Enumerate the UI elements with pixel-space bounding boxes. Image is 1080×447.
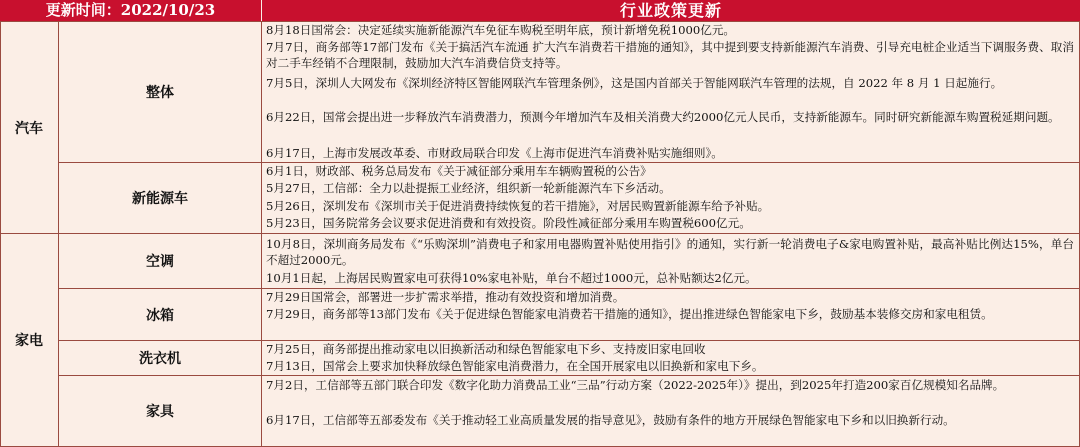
policy-item: 7月29日，商务部等13部门发布《关于促进绿色智能家电消费若干措施的通知》，提出推进绿色智能家电下乡，鼓励基本装修交房和家电租赁。 bbox=[266, 307, 993, 321]
policy-item: 6月17日，上海市发展改革委、市财政局联合印发《上海市促进汽车消费补贴实施细则》。 bbox=[266, 146, 723, 160]
column-divider bbox=[261, 21, 262, 447]
subcategory-cell-refrigerator: 冰箱 bbox=[146, 307, 174, 324]
policy-item: 7月5日，深圳人大网发布《深圳经济特区智能网联汽车管理条例》，这是国内首部关于智能网联汽车管理的法规，自 2022 年 8 月 1 日起施行。 bbox=[266, 76, 1003, 90]
policy-item: 5月26日，深圳发布《深圳市关于促进消费持续恢复的若干措施》，对居民购置新能源车给予补贴。 bbox=[266, 199, 770, 213]
policy-item: 7月25日，商务部提出推动家电以旧换新活动和绿色智能家电下乡、支持废旧家电回收 bbox=[266, 342, 706, 356]
update-time-header: 更新时间：2022/10/23 bbox=[0, 0, 261, 21]
policy-item: 10月8日，深圳商务局发布《“乐购深圳”消费电子和家用电器购置补贴使用指引》的通知，实行新一轮消费电子&家电购置补贴，最高补贴比例达15%，单台不超过2000元。 bbox=[266, 237, 1074, 267]
policy-item: 8月18日国常会：决定延续实施新能源汽车免征车购税至明年底，预计新增免税1000亿元。 bbox=[266, 23, 736, 37]
subcategory-cell-overall: 整体 bbox=[146, 85, 174, 101]
policy-item: 6月17日，工信部等五部委发布《关于推动轻工业高质量发展的指导意见》，鼓励有条件的地方开展绿色智能家电下乡和以旧换新行动。 bbox=[266, 413, 955, 427]
policy-item: 7月13日，国常会上要求加快释放绿色智能家电消费潜力，在全国开展家电以旧换新和家电下乡。 bbox=[266, 359, 764, 373]
policy-item: 7月2日，工信部等五部门联合印发《数字化助力消费品工业“三品”行动方案（2022-2025年）》提出，到2025年打造200家百亿规模知名品牌。 bbox=[266, 378, 1005, 392]
subcategory-cell-air-conditioner: 空调 bbox=[146, 254, 174, 270]
policy-item: 5月27日，工信部：全力以赴提振工业经济，组织新一轮新能源汽车下乡活动。 bbox=[266, 181, 671, 195]
policy-item: 5月23日，国务院常务会议要求促进消费和有效投资。阶段性减征部分乘用车购置税600亿元。 bbox=[266, 216, 751, 230]
subcategory-cell-washing-machine: 洗衣机 bbox=[139, 351, 181, 367]
subcategory-cell-furniture: 家具 bbox=[146, 404, 174, 420]
policy-item: 6月1日，财政部、税务总局发布《关于减征部分乘用车车辆购置税的公告》 bbox=[266, 164, 652, 178]
industry-policy-header: 行业政策更新 bbox=[262, 0, 1080, 21]
policy-item: 6月22日，国常会提出进一步释放汽车消费潜力，预测今年增加汽车及相关消费大约2000亿元人民币，支持新能源车。同时研究新能源车购置税延期问题。 bbox=[266, 110, 1060, 124]
category-cell-appliance: 家电 bbox=[15, 333, 43, 349]
subcategory-cell-nev: 新能源车 bbox=[132, 191, 188, 207]
policy-item: 7月7日，商务部等17部门发布《关于搞活汽车流通 扩大汽车消费若干措施的通知》，其中提到要支持新能源汽车消费、引导充电桩企业适当下调服务费、取消对二手车经销不合理限制，鼓励加大汽车消费信贷支持等。 bbox=[266, 40, 1074, 70]
category-cell-auto: 汽车 bbox=[15, 120, 43, 137]
policy-item: 10月1日起，上海居民购置家电可获得10%家电补贴，单台不超过1000元，总补贴额达2亿元。 bbox=[266, 271, 757, 285]
policy-item: 7月29日国常会，部署进一步扩需求举措，推动有效投资和增加消费。 bbox=[266, 290, 625, 304]
